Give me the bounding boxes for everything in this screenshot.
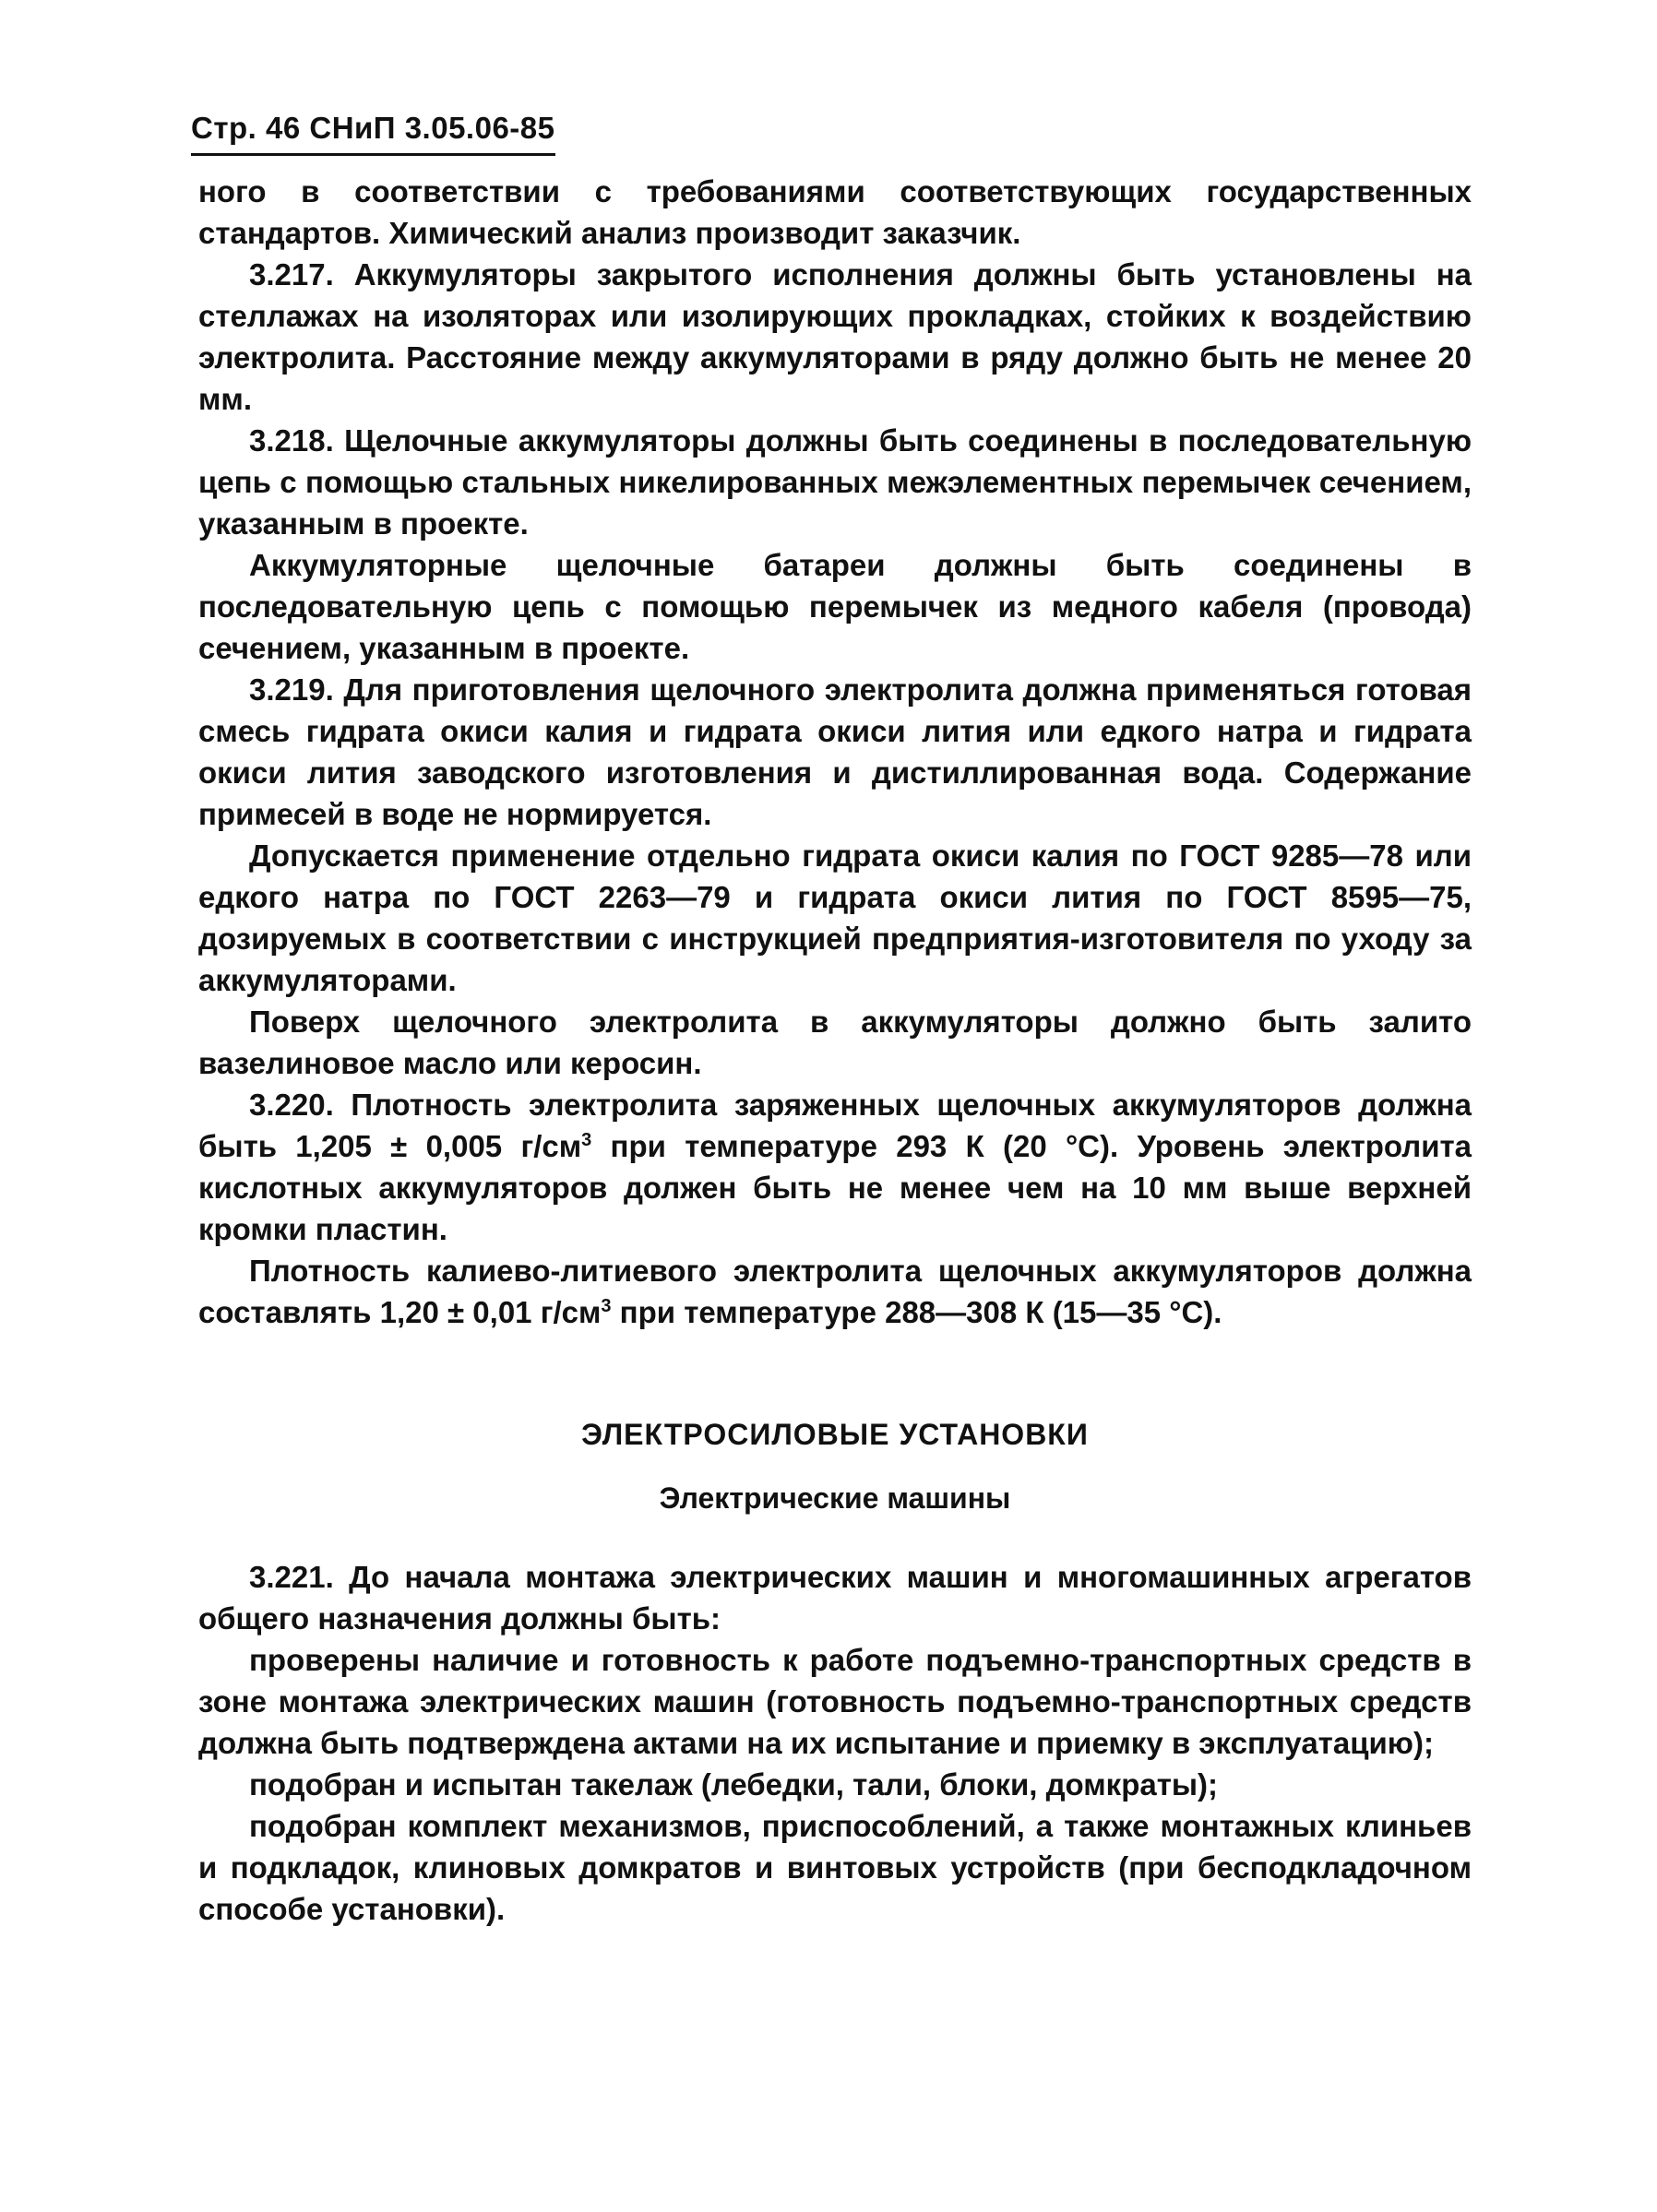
paragraph-3-220 xyxy=(198,1084,1472,1250)
subsection-title: Электрические машины xyxy=(659,1481,1011,1515)
paragraph-text: Аккумуляторные щелочные батареи должны быть соединены в последовательную цепь с помощью перемычек из медного кабеля (провода) сечением, указанным в проекте. xyxy=(198,548,1472,665)
section-title: ЭЛЕКТРОСИЛОВЫЕ УСТАНОВКИ xyxy=(581,1418,1089,1451)
superscript: 3 xyxy=(581,1130,592,1150)
paragraph-text: До начала монтажа электрических машин и многомашинных агрегатов общего назначения должны быть: xyxy=(198,1560,1472,1635)
paragraph-number: 3.221. xyxy=(249,1560,334,1594)
paragraph-text-part-b: при температуре 293 К (20 °С). Уровень электролита кислотных аккумуляторов должен быть не менее чем на 10 мм выше верхней кромки пластин. xyxy=(198,1129,1472,1246)
paragraph-text-part-b: при температуре 288—308 К (15—35 °С). xyxy=(611,1295,1222,1329)
paragraph-3-219-gost xyxy=(198,835,1472,1001)
paragraph-3-221-rigging xyxy=(198,1764,1472,1805)
paragraph-text: Щелочные аккумуляторы должны быть соединены в последовательную цепь с помощью стальных никелированных межэлементных перемычек сечением, указанным в проекте. xyxy=(198,423,1472,541)
document-page xyxy=(191,111,1472,1930)
paragraph-number: 3.217. xyxy=(249,257,334,291)
paragraph-3-218-batteries xyxy=(198,544,1472,669)
paragraph-3-221 xyxy=(198,1556,1472,1639)
paragraph-text: подобран комплект механизмов, приспособлений, а также монтажных клиньев и подкладок, клиновых домкратов и винтовых устройств (при бесподкладочном способе установки). xyxy=(198,1809,1472,1926)
paragraph-text: Допускается применение отдельно гидрата окиси калия по ГОСТ 9285—78 или едкого натра по ГОСТ 2263—79 и гидрата окиси лития по ГОСТ 8595—75, дозируемых в соответствии с инструкцией предприятия-изготовителя по уходу за аккумуляторами. xyxy=(198,838,1472,997)
paragraph-3-218 xyxy=(198,420,1472,544)
paragraph-number: 3.218. xyxy=(249,423,334,458)
paragraph-text: проверены наличие и готовность к работе подъемно-транспортных средств в зоне монтажа электрических машин (готовность подъемно-транспортных средств должна быть подтверждена актами на их испытание и приемку в эксплуатацию); xyxy=(198,1643,1472,1760)
paragraph-text: Поверх щелочного электролита в аккумуляторы должно быть залито вазелиновое масло или керосин. xyxy=(198,1005,1472,1080)
paragraph-continuation xyxy=(198,171,1472,254)
superscript: 3 xyxy=(601,1296,612,1316)
paragraph-3-221-lifting xyxy=(198,1639,1472,1764)
paragraph-3-220-density xyxy=(198,1250,1472,1333)
paragraph-number: 3.220. xyxy=(249,1088,334,1122)
paragraph-text: Для приготовления щелочного электролита должна применяться готовая смесь гидрата окиси калия и гидрата окиси лития или едкого натра и гидрата окиси лития заводского изготовления и дистиллированная вода. Содержание примесей в воде не нормируется. xyxy=(198,672,1472,831)
paragraph-text: ного в соответствии с требованиями соответствующих государственных стандартов. Химический анализ производит заказчик. xyxy=(198,174,1472,250)
paragraph-3-217 xyxy=(198,254,1472,420)
running-head: Стр. 46 СНиП 3.05.06-85 xyxy=(191,111,555,156)
paragraph-text-part-a: Плотность электролита заряженных щелочных аккумуляторов должна быть 1,205 ± 0,005 г/см xyxy=(198,1088,1472,1163)
paragraph-number: 3.219. xyxy=(249,672,334,707)
paragraph-3-219-oil xyxy=(198,1001,1472,1084)
paragraph-text: Аккумуляторы закрытого исполнения должны быть установлены на стеллажах на изоляторах или изолирующих прокладках, стойких к воздействию электролита. Расстояние между аккумуляторами в ряду должно быть не менее 20 мм. xyxy=(198,257,1472,416)
paragraph-3-219 xyxy=(198,669,1472,835)
paragraph-text: подобран и испытан такелаж (лебедки, тали, блоки, домкраты); xyxy=(249,1767,1219,1802)
paragraph-text-part-a: Плотность калиево-литиевого электролита щелочных аккумуляторов должна составлять 1,20 ± 0,01 г/см xyxy=(198,1254,1472,1329)
paragraph-3-221-mechanisms xyxy=(198,1805,1472,1930)
